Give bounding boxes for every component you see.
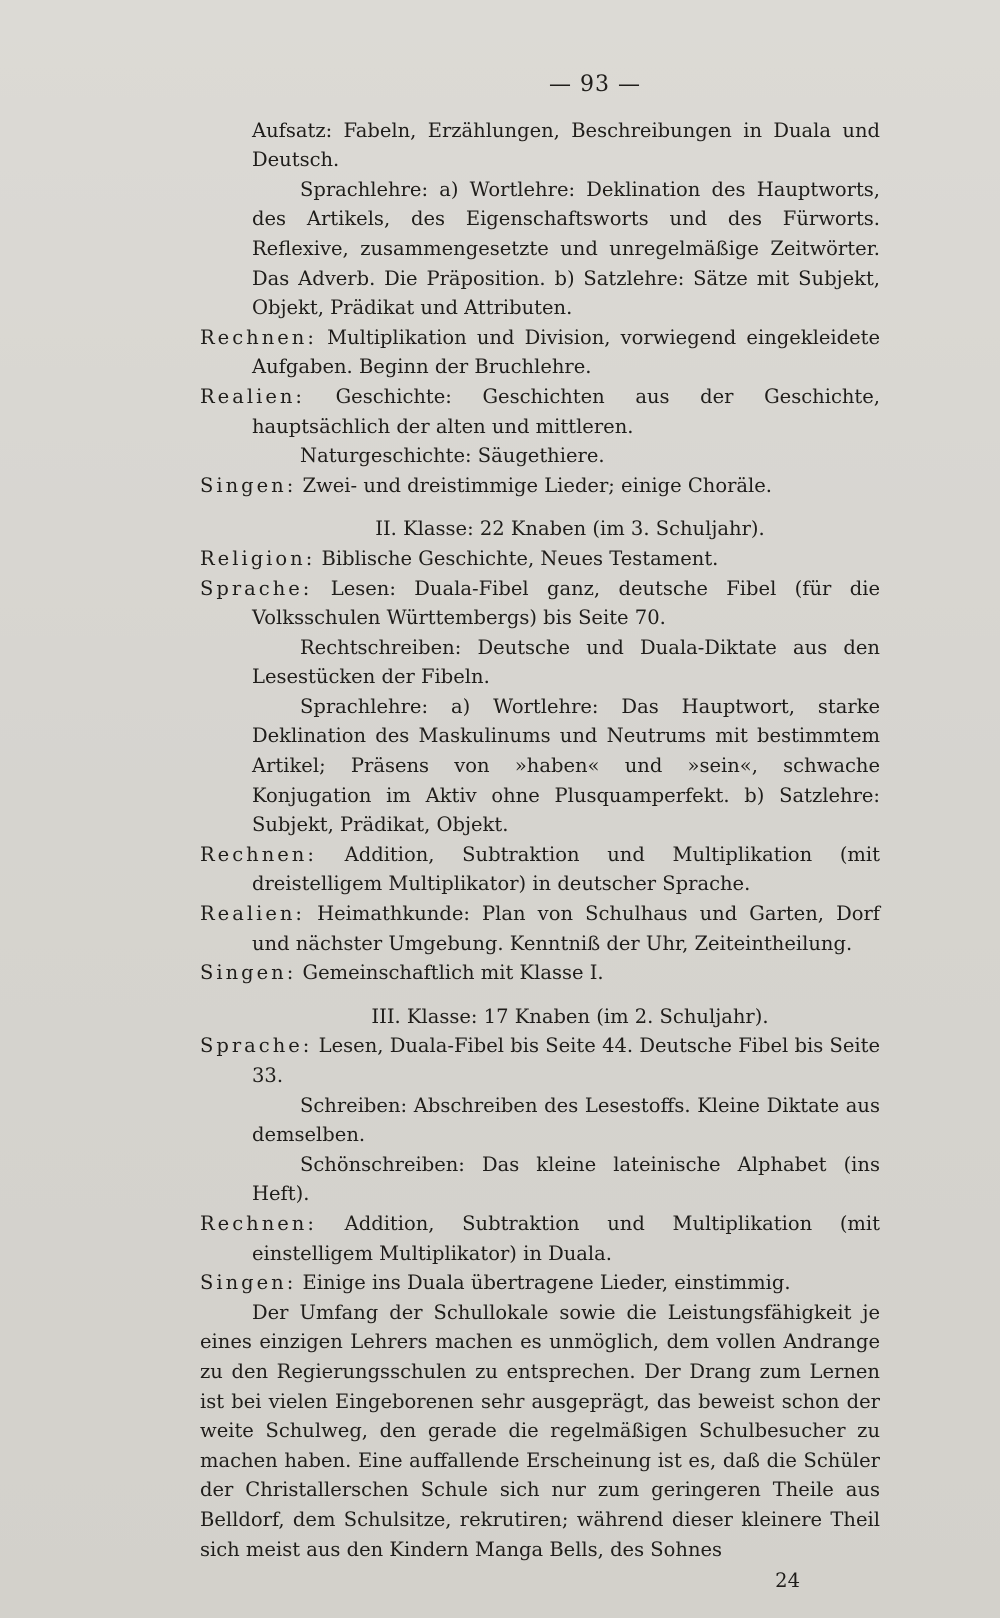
subject-label: Sprache:	[200, 1034, 313, 1058]
paragraph	[200, 1031, 880, 1090]
paragraph-text: Addition, Subtraktion und Multiplikation (mit dreistelligem Multiplikator) in deutscher Sprache.	[252, 842, 880, 896]
paragraph-text: II. Klasse: 22 Knaben (im 3. Schuljahr).	[375, 517, 765, 541]
paragraph-text: Schönschreiben: Das kleine lateinische Alphabet (ins Heft).	[252, 1152, 880, 1206]
paragraph	[200, 1209, 880, 1268]
paragraph-text: Zwei- und dreistimmige Lieder; einige Choräle.	[302, 473, 772, 497]
section-heading	[200, 1002, 880, 1032]
signature-mark: 24	[775, 1569, 800, 1593]
subject-label: Singen:	[200, 1271, 297, 1295]
subject-label: Singen:	[200, 473, 297, 497]
paragraph	[200, 1268, 880, 1298]
paragraph-text: Heimathkunde: Plan von Schulhaus und Garten, Dorf und nächster Umgebung. Kenntniß der Uhr, Zeiteintheilung.	[252, 902, 880, 955]
paragraph	[200, 323, 880, 382]
subject-label: Realien:	[200, 902, 305, 926]
subject-label: Sprache:	[200, 576, 313, 600]
paragraph-text: Multiplikation und Division, vorwiegend eingekleidete Aufgaben. Beginn der Bruchlehre.	[252, 325, 881, 379]
paragraph-text: Gemeinschaftlich mit Klasse I.	[302, 961, 604, 985]
paragraph	[200, 1150, 880, 1209]
paragraph	[200, 899, 880, 958]
section-heading	[200, 514, 880, 544]
paragraph	[200, 633, 880, 692]
paragraph-text: Sprachlehre: a) Wortlehre: Deklination des Hauptworts, des Artikels, des Eigenschaftsworts und des Fürworts. Reflexive, zusammengesetzte und unregelmäßige Zeitwörter. Das Adverb. Die Präposition. b) Satzlehre: Sätze mit Subjekt, Objekt, Prädikat und Attributen.	[252, 177, 880, 320]
paragraph-text: Biblische Geschichte, Neues Testament.	[321, 546, 719, 570]
paragraph-text: Der Umfang der Schullokale sowie die Leistungsfähigkeit je eines einzigen Lehrers machen es unmöglich, dem vollen Andrange zu den Regierungsschulen zu entsprechen. Der Drang zum Lernen ist bei vielen Eingeborenen sehr ausgeprägt, das beweist schon der weite Schulweg, den gerade die regelmäßigen Schulbesucher zu machen haben. Eine auffallende Erscheinung ist es, daß die Schüler der Christallerschen Schule sich nur zum geringeren Theile aus Belldorf, dem Schulsitze, rekrutiren; während dieser kleinere Theil sich meist aus den Kindern Manga Bells, des Sohnes	[200, 1300, 880, 1561]
paragraph	[200, 840, 880, 899]
paragraph	[200, 958, 880, 988]
paragraph	[200, 471, 880, 501]
paragraphs	[200, 116, 880, 1565]
paragraph	[200, 692, 880, 840]
subject-label: Religion:	[200, 546, 316, 570]
paragraph-text: Sprachlehre: a) Wortlehre: Das Hauptwort, starke Deklination des Maskulinums und Neutrums mit bestimmtem Artikel; Präsens von »haben« und »sein«, schwache Konjugation im Aktiv ohne Plusquamperfekt. b) Satzlehre: Subjekt, Prädikat, Objekt.	[252, 694, 880, 837]
paragraph-text: Naturgeschichte: Säugethiere.	[300, 444, 605, 468]
paragraph	[200, 116, 880, 175]
paragraph	[200, 175, 880, 323]
paragraph-text: Rechtschreiben: Deutsche und Duala-Diktate aus den Lesestücken der Fibeln.	[252, 635, 880, 689]
paragraph-text: Geschichte: Geschichten aus der Geschichte, hauptsächlich der alten und mittleren.	[252, 384, 880, 438]
paragraph-text: III. Klasse: 17 Knaben (im 2. Schuljahr).	[371, 1004, 769, 1028]
page-content	[200, 70, 880, 1596]
paragraph	[200, 1298, 880, 1564]
paragraph	[200, 1091, 880, 1150]
subject-label: Rechnen:	[200, 842, 317, 866]
paragraph-text: Schreiben: Abschreiben des Lesestoffs. Kleine Diktate aus demselben.	[252, 1093, 880, 1147]
paragraph-text: Einige ins Duala übertragene Lieder, einstimmig.	[302, 1271, 791, 1295]
subject-label: Singen:	[200, 961, 297, 985]
paragraph	[200, 441, 880, 471]
paragraph	[200, 574, 880, 633]
subject-label: Realien:	[200, 384, 305, 408]
subject-label: Rechnen:	[200, 325, 317, 349]
paragraph-text: Aufsatz: Fabeln, Erzählungen, Beschreibungen in Duala und Deutsch.	[252, 118, 880, 172]
subject-label: Rechnen:	[200, 1211, 317, 1235]
paragraph	[200, 382, 880, 441]
page-number: — 93 —	[549, 72, 641, 97]
paragraph-text: Addition, Subtraktion und Multiplikation (mit einstelligem Multiplikator) in Duala.	[252, 1211, 880, 1265]
paragraph	[200, 544, 880, 574]
paragraph-text: Lesen, Duala-Fibel bis Seite 44. Deutsche Fibel bis Seite 33.	[252, 1034, 881, 1087]
paragraph-text: Lesen: Duala-Fibel ganz, deutsche Fibel (für die Volksschulen Württembergs) bis Seite 70.	[252, 576, 880, 630]
